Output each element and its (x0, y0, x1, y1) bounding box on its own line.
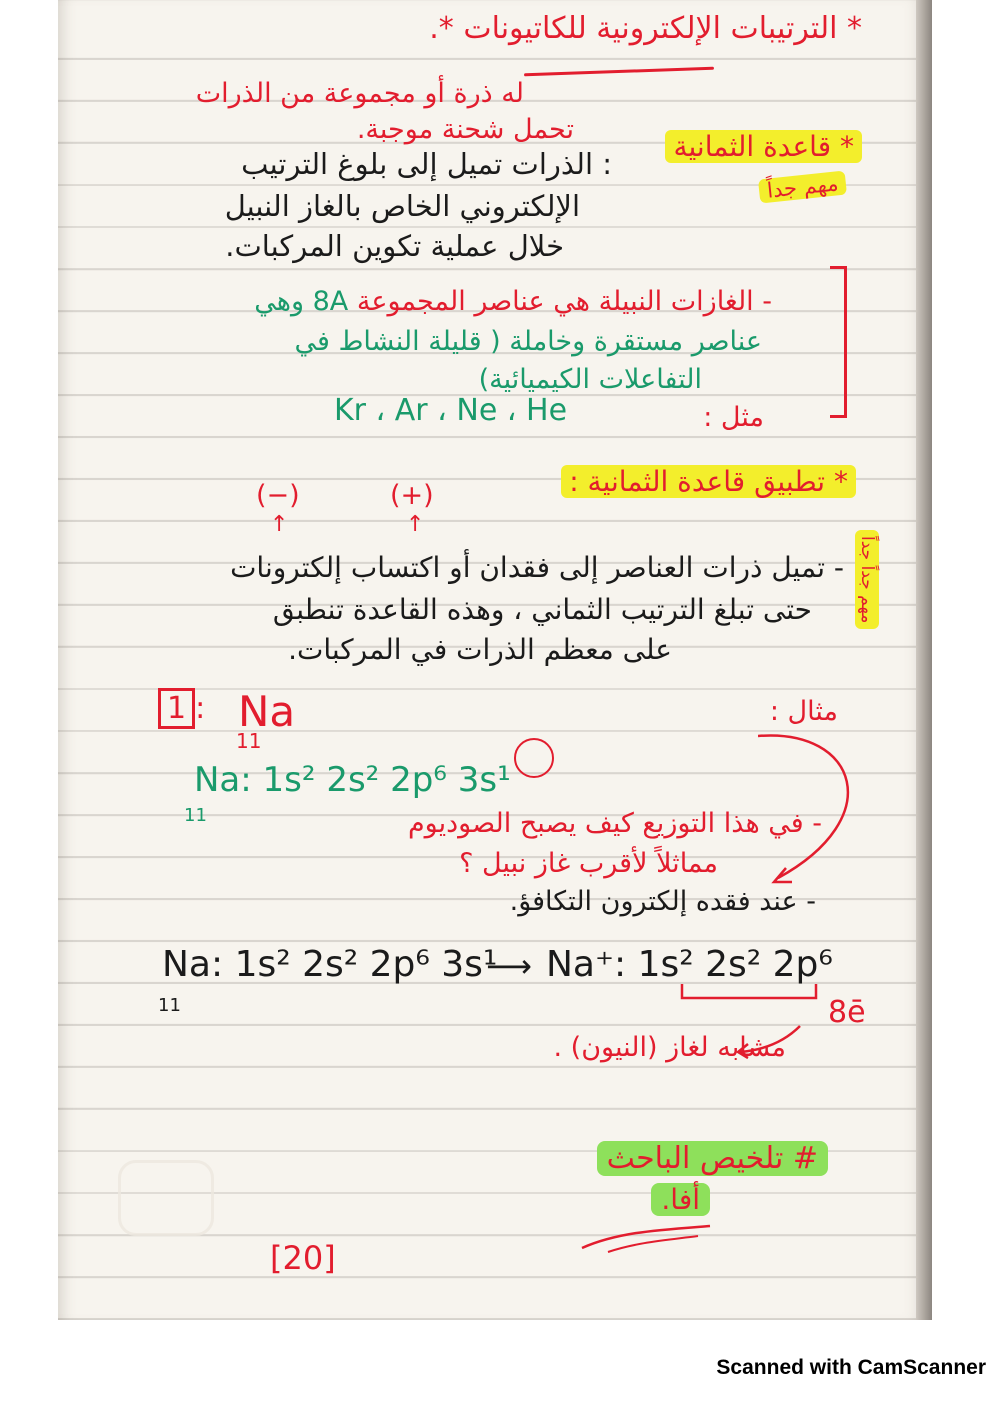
octet-rule-heading-text: * قاعدة الثمانية (665, 130, 862, 163)
octet-rule-line1: : الذرات تميل إلى بلوغ الترتيب (241, 147, 612, 181)
page-number: [20] (270, 1239, 336, 1277)
curved-arrow-icon (758, 728, 878, 898)
arrow-up-icon: ↑ (270, 512, 289, 537)
vi-word-3: جداً (857, 536, 877, 561)
noble-gases-line2: عناصر مستقرة وخاملة ( قليلة النشاط في (294, 326, 762, 357)
vi-word-1: مهم (857, 595, 877, 624)
valence-circle (514, 738, 554, 778)
example-label-2: مثال : (769, 696, 838, 727)
noble-gases-line1 (254, 286, 772, 317)
scanned-page (58, 0, 932, 1320)
arrow-left-icon (734, 1022, 804, 1062)
charge-positive: (+) (390, 480, 434, 511)
title-underline (524, 67, 714, 77)
octet-rule-line3: خلال عملية تكوين المركبات. (225, 229, 564, 263)
noble-gases-line3: التفاعلات الكيميائية) (478, 364, 702, 395)
eight-electrons: 8ē (828, 995, 866, 1030)
example-number-box: 1 : (158, 692, 205, 727)
distribution-line2: مماثلاً لأقرب غاز نبيل ؟ (459, 848, 718, 879)
cation-definition-line2: تحمل شحنة موجبة. (356, 114, 574, 145)
author-name (651, 1184, 710, 1216)
noble-gases-line1-b: وهي (254, 286, 305, 317)
atomic-number: 11 (236, 729, 262, 753)
element-symbol: Na (238, 687, 296, 736)
very-important-note-1-text: مهم جداً (758, 170, 847, 203)
na-full-configuration: Na: 1s² 2s² 2p⁶ 3s¹ (162, 944, 498, 985)
very-important-note-2 (856, 530, 876, 629)
octet-rule-heading (665, 131, 862, 163)
cation-definition-line1: له ذرة أو مجموعة من الذرات (195, 78, 524, 109)
noble-gases-line1-a: - الغازات النبيلة هي عناصر المجموعة (356, 286, 772, 317)
vi-word-2: جداً (857, 565, 877, 590)
noble-gases-group: 8A (312, 286, 349, 317)
watermark-logo (118, 1160, 214, 1236)
author-tag (597, 1142, 828, 1177)
atomic-number-3: 11 (158, 995, 181, 1016)
charge-negative: (−) (256, 480, 300, 511)
neon-similarity: مشابه لغاز (النيون) . (553, 1032, 786, 1063)
signature-flourish (578, 1222, 718, 1256)
apply-line1: - تميل ذرات العناصر إلى فقدان أو اكتساب إلكترونات (230, 551, 844, 584)
na-configuration: Na: 1s² 2s² 2p⁶ 3s¹ (194, 760, 511, 800)
very-important-note-1 (758, 170, 847, 203)
apply-octet-heading-text: * تطبيق قاعدة الثمانية : (561, 465, 856, 498)
example-label-1: مثل : (703, 402, 764, 433)
apply-line2: حتى تبلغ الترتيب الثماني ، وهذه القاعدة تنطبق (272, 593, 812, 626)
arrow-up-icon-2: ↑ (406, 512, 425, 537)
apply-octet-heading (561, 466, 856, 498)
noble-gases-bracket (830, 266, 847, 418)
distribution-line3: - عند فقده إلكترون التكافؤ. (509, 886, 816, 917)
octet-bracket (680, 982, 830, 1004)
apply-line3: على معظم الذرات في المركبات. (288, 633, 672, 666)
example-number: 1 (158, 688, 195, 729)
page-title: * الترتيبات الإلكترونية للكاتيونات *. (429, 11, 862, 46)
noble-gas-examples: Kr ، Ar ، Ne ، He (334, 393, 568, 428)
scanner-footer: Scanned with CamScanner (716, 1356, 986, 1379)
very-important-note-2-text (855, 530, 879, 629)
octet-rule-line2: الإلكتروني الخاص بالغاز النبيل (224, 189, 580, 223)
author-tag-text: # تلخيص الباحث (597, 1141, 828, 1176)
na-ion-configuration: Na⁺: 1s² 2s² 2p⁶ (546, 944, 833, 985)
notebook-edge (916, 0, 932, 1320)
author-name-text: أفا. (651, 1183, 710, 1216)
reaction-arrow-icon: ⟶ (486, 947, 532, 985)
atomic-number-2: 11 (184, 805, 207, 826)
distribution-line1: - في هذا التوزيع كيف يصبح الصوديوم (407, 808, 822, 839)
